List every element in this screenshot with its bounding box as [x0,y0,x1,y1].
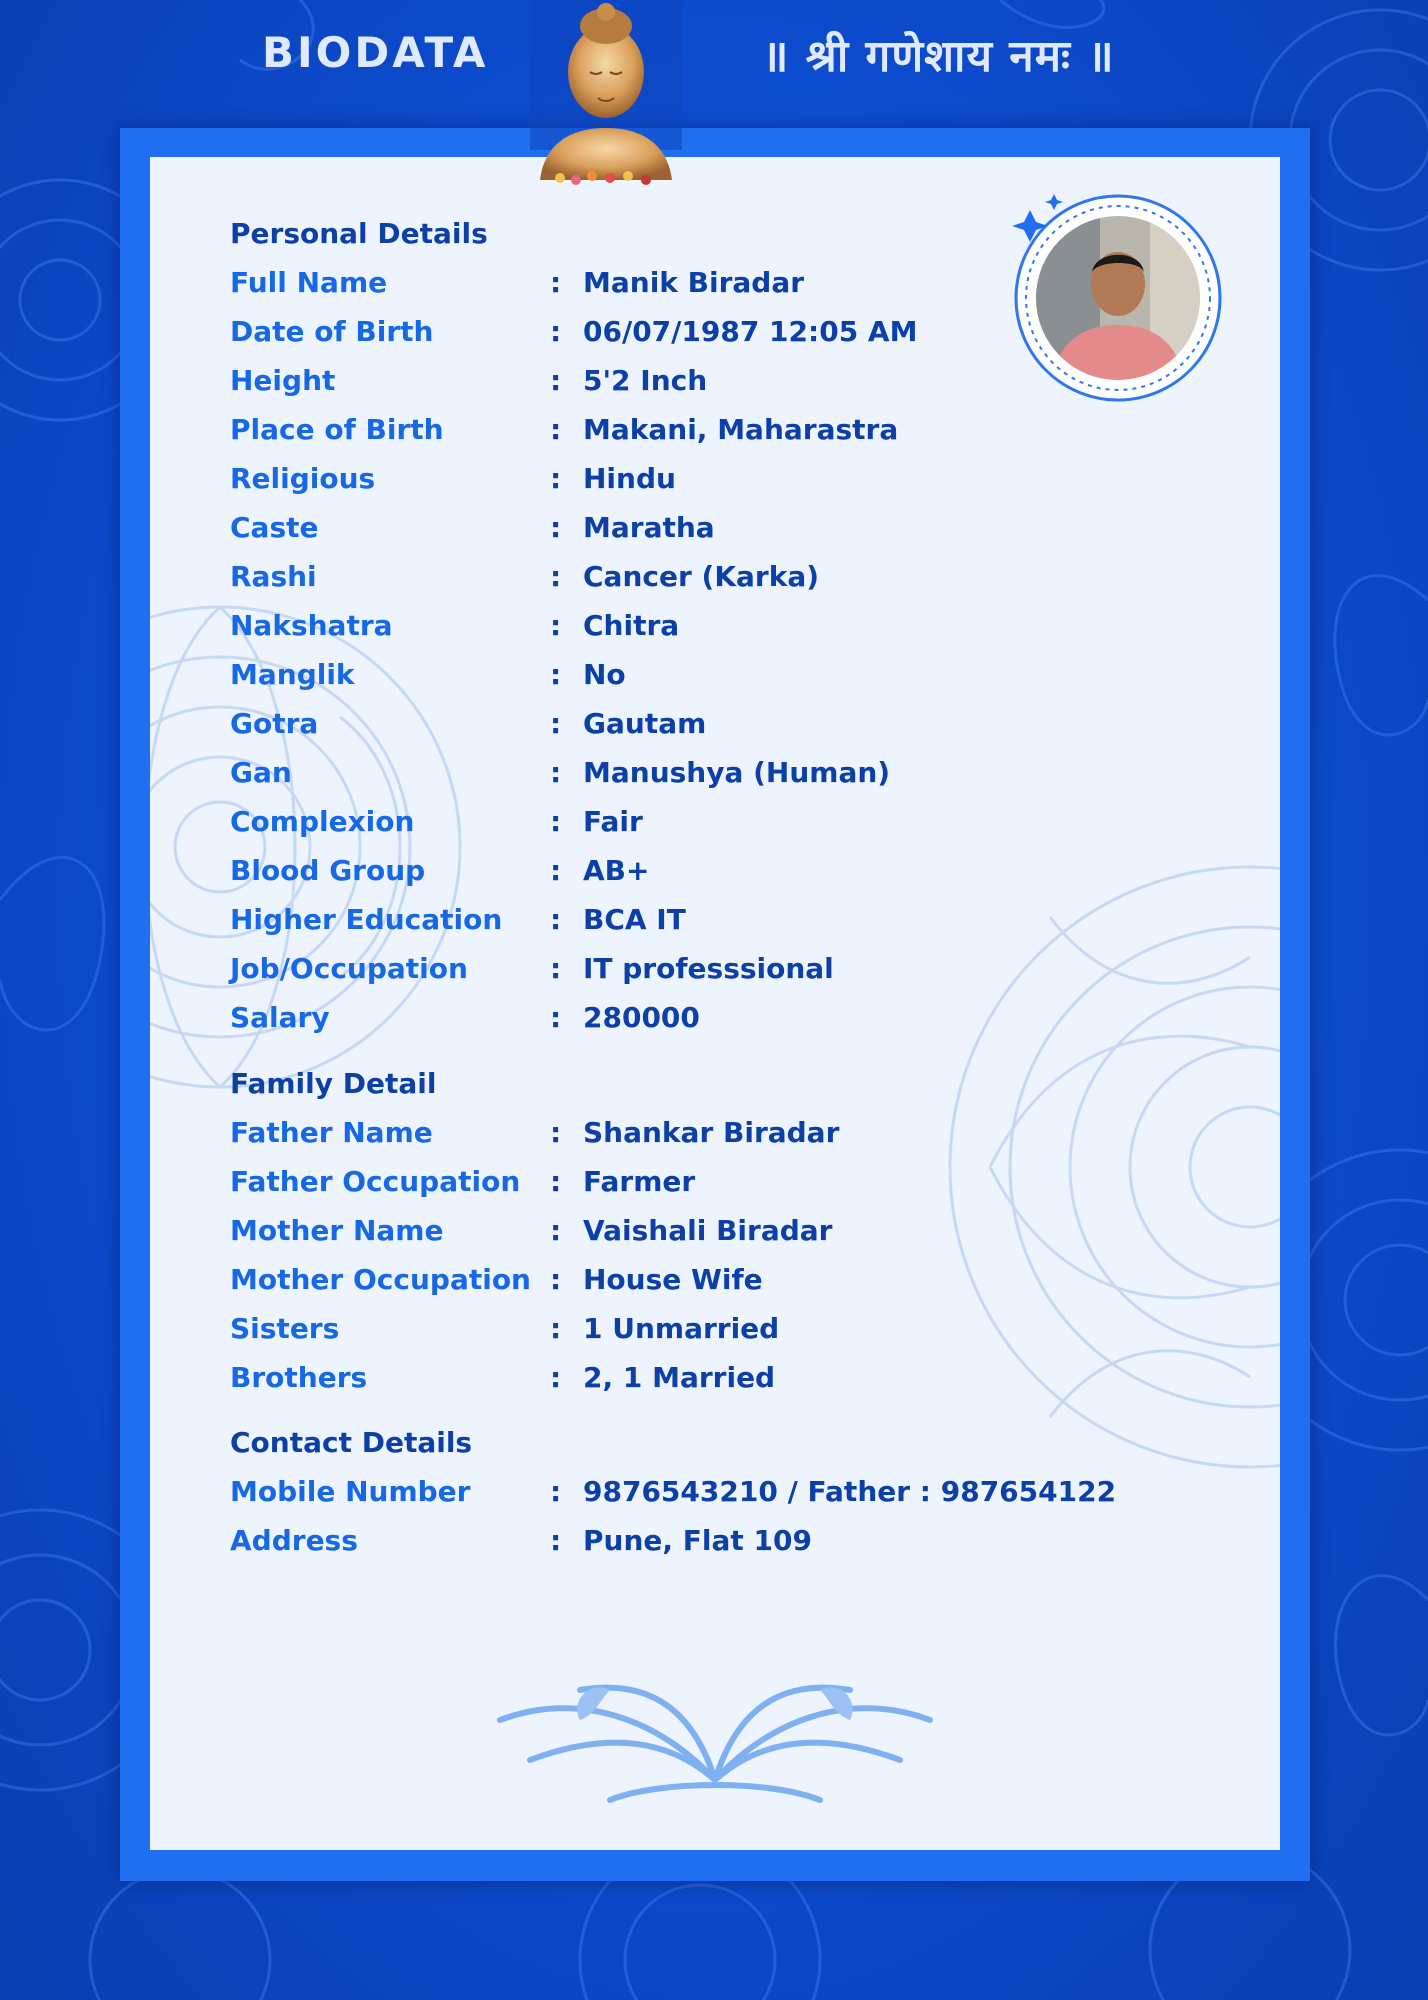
row-label: Sisters [230,1312,340,1345]
section-title-family: Family Detail [230,1067,437,1100]
row-label: Mother Name [230,1214,444,1247]
row-separator: : [550,462,562,495]
row-separator: : [550,707,562,740]
row-separator: : [550,609,562,642]
row-label: Blood Group [230,854,426,887]
row-separator: : [550,1263,562,1296]
row-label: Address [230,1524,358,1557]
row-value: IT professsional [583,952,834,985]
row-separator: : [550,903,562,936]
row-label: Nakshatra [230,609,393,642]
row-label: Religious [230,462,376,495]
row-value: 2, 1 Married [583,1361,776,1394]
ganesh-mantra: ॥ श्री गणेशाय नमः ॥ [762,31,1115,82]
row-value: Hindu [583,462,676,495]
row-value: No [583,658,626,691]
row-separator: : [550,658,562,691]
row-value: Manik Biradar [583,266,805,299]
row-label: Rashi [230,560,317,593]
row-label: Mobile Number [230,1475,471,1508]
row-value: 9876543210 / Father : 987654122 [583,1475,1117,1508]
detail-row [230,1312,1230,1352]
row-value: Gautam [583,707,707,740]
section-title-contact: Contact Details [230,1426,473,1459]
detail-row [230,1475,1230,1515]
row-label: Father Name [230,1116,433,1149]
row-value: House Wife [583,1263,763,1296]
row-separator: : [550,805,562,838]
row-separator: : [550,854,562,887]
row-label: Higher Education [230,903,503,936]
row-separator: : [550,1361,562,1394]
detail-row [230,1165,1230,1205]
detail-row [230,511,1230,551]
row-separator: : [550,560,562,593]
detail-row [230,707,1230,747]
row-value: Shankar Biradar [583,1116,840,1149]
row-value: Maratha [583,511,715,544]
detail-row [230,609,1230,649]
detail-row [230,1524,1230,1564]
row-label: Place of Birth [230,413,444,446]
detail-row [230,1116,1230,1156]
row-value: 06/07/1987 12:05 AM [583,315,918,348]
row-separator: : [550,952,562,985]
row-separator: : [550,1524,562,1557]
detail-row [230,462,1230,502]
row-separator: : [550,266,562,299]
detail-row [230,560,1230,600]
row-value: 1 Unmarried [583,1312,780,1345]
row-value: Chitra [583,609,680,642]
row-label: Brothers [230,1361,368,1394]
row-separator: : [550,1001,562,1034]
golden-buddha-idol [520,0,692,190]
row-label: Caste [230,511,319,544]
row-value: Fair [583,805,643,838]
row-label: Father Occupation [230,1165,521,1198]
detail-row [230,854,1230,894]
row-value: 280000 [583,1001,700,1034]
row-separator: : [550,1214,562,1247]
profile-photo [1000,180,1240,420]
detail-row [230,1214,1230,1254]
row-separator: : [550,315,562,348]
row-value: Vaishali Biradar [583,1214,833,1247]
row-value: Farmer [583,1165,696,1198]
row-separator: : [550,1116,562,1149]
row-separator: : [550,1312,562,1345]
row-separator: : [550,756,562,789]
row-label: Job/Occupation [230,952,468,985]
row-value: 5'2 Inch [583,364,708,397]
row-label: Date of Birth [230,315,434,348]
row-value: AB+ [583,854,650,887]
row-label: Gotra [230,707,319,740]
row-separator: : [550,511,562,544]
detail-row [230,903,1230,943]
floral-flourish [460,1660,970,1810]
row-label: Mother Occupation [230,1263,531,1296]
detail-row [230,756,1230,796]
row-separator: : [550,364,562,397]
row-label: Salary [230,1001,330,1034]
row-label: Full Name [230,266,388,299]
detail-row [230,952,1230,992]
detail-row [230,805,1230,845]
row-label: Gan [230,756,292,789]
row-value: BCA IT [583,903,686,936]
detail-row [230,1001,1230,1041]
detail-row [230,1361,1230,1401]
detail-row [230,1263,1230,1303]
biodata-title: BIODATA [262,28,489,77]
row-separator: : [550,413,562,446]
row-label: Complexion [230,805,415,838]
row-separator: : [550,1475,562,1508]
row-value: Pune, Flat 109 [583,1524,812,1557]
row-separator: : [550,1165,562,1198]
row-value: Manushya (Human) [583,756,891,789]
section-title-personal: Personal Details [230,217,488,250]
detail-row [230,658,1230,698]
row-value: Cancer (Karka) [583,560,820,593]
row-value: Makani, Maharastra [583,413,899,446]
row-label: Height [230,364,336,397]
row-label: Manglik [230,658,355,691]
